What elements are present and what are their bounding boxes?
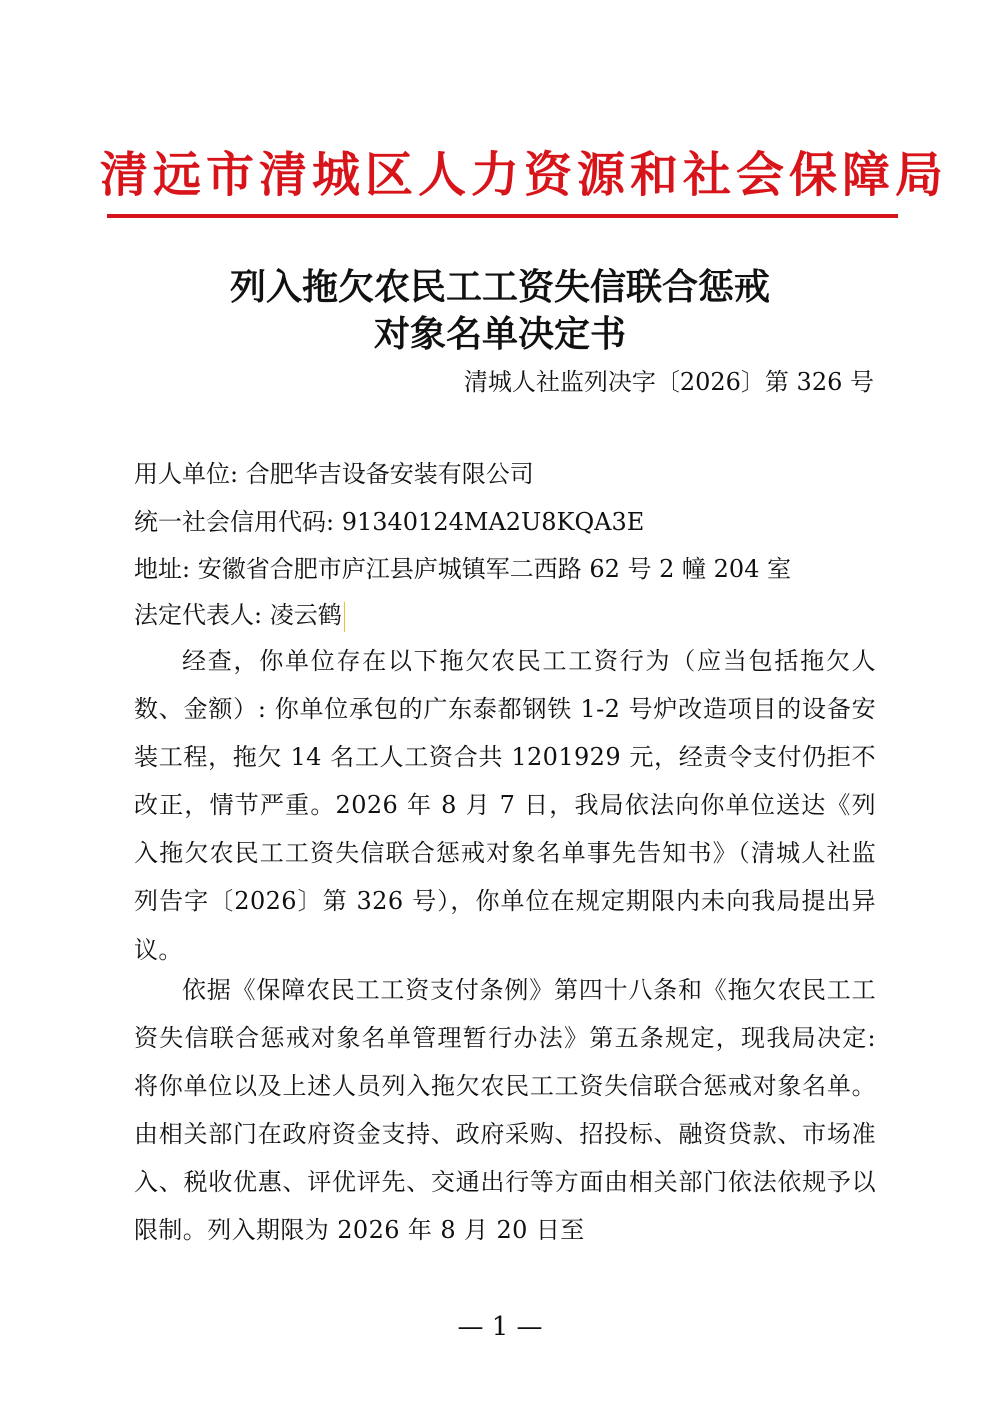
text-cursor bbox=[344, 602, 345, 632]
agency-letterhead: 清远市清城区人力资源和社会保障局 bbox=[100, 147, 949, 203]
document-title-line-1: 列入拖欠农民工工资失信联合惩戒 bbox=[229, 266, 770, 308]
credit-code-line: 统一社会信用代码: 91340124MA2U8KQA3E bbox=[134, 508, 645, 536]
address-line: 地址: 安徽省合肥市庐江县庐城镇军二西路 62 号 2 幢 204 室 bbox=[134, 555, 792, 583]
findings-paragraph: 经查，你单位存在以下拖欠农民工工资行为（应当包括拖欠人数、金额）: 你单位承包的广东泰都钢铁 1-2 号炉改造项目的设备安装工程，拖欠 14 名工人工资合共 1201929 元，经责令支付仍拒不改正，情节严重。2026 年 8 月 7 日，我局依法向你单位送达《列入拖欠农民工工资失信联合惩戒对象名单事先告知书》（清城人社监列告字〔2026〕第 326 号），你单位在规定期限内未向我局提出异议。 bbox=[134, 647, 876, 964]
legal-representative-text: 法定代表人: 凌云鹤 bbox=[134, 601, 342, 629]
letterhead-red-rule bbox=[107, 214, 898, 218]
document-title-line-2: 对象名单决定书 bbox=[373, 313, 626, 355]
document-number: 清城人社监列决字〔2026〕第 326 号 bbox=[463, 368, 874, 396]
page-number: — 1 — bbox=[457, 1312, 543, 1342]
employer-name-line: 用人单位: 合肥华吉设备安装有限公司 bbox=[134, 460, 534, 488]
decision-paragraph: 依据《保障农民工工资支付条例》第四十八条和《拖欠农民工工资失信联合惩戒对象名单管理暂行办法》第五条规定，现我局决定: 将你单位以及上述人员列入拖欠农民工工资失信联合惩戒对象名单。由相关部门在政府资金支持、政府采购、招投标、融资贷款、市场准入、税收优惠、评优评先、交通出行等方面由相关部门依法依规予以限制。列入期限为 2026 年 8 月 20 日至 bbox=[134, 976, 876, 1245]
legal-representative-line bbox=[134, 597, 345, 633]
